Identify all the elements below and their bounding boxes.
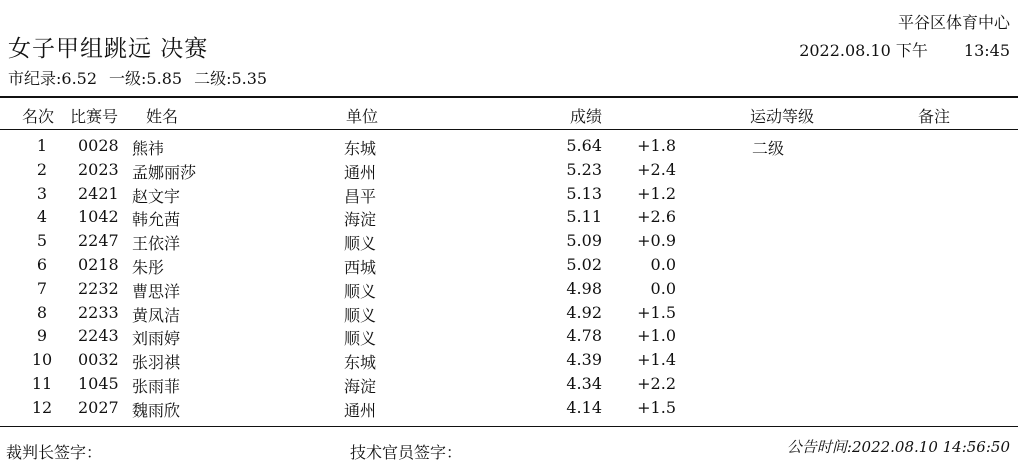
cell-rank: 12 — [31, 397, 53, 417]
table-row — [0, 136, 1018, 160]
cell-wind: +1.2 — [637, 183, 676, 203]
table-row — [0, 207, 1018, 231]
cell-bib: 0028 — [78, 136, 119, 155]
table-row — [0, 326, 1018, 350]
table-row — [0, 255, 1018, 279]
table-bottom-rule — [0, 426, 1018, 427]
cell-wind: +2.6 — [637, 207, 676, 227]
cell-unit: 昌平 — [344, 186, 377, 206]
cell-wind: +1.4 — [637, 350, 676, 370]
cell-unit: 通州 — [344, 162, 377, 182]
cell-unit: 海淀 — [344, 377, 377, 396]
cell-mark: 4.98 — [566, 278, 602, 298]
first-class-standard: 一级:5.85 — [109, 69, 183, 88]
table-row — [0, 279, 1018, 303]
cell-bib: 1045 — [78, 374, 119, 393]
cell-unit: 通州 — [344, 400, 377, 420]
cell-wind: +2.4 — [637, 159, 676, 179]
col-header-mark: 成绩 — [570, 107, 603, 126]
cell-mark: 5.02 — [566, 255, 602, 274]
page-title: 女子甲组跳远 决赛 — [8, 36, 209, 62]
cell-unit: 东城 — [344, 353, 377, 373]
cell-mark: 4.14 — [566, 397, 602, 417]
cell-name: 朱彤 — [132, 258, 165, 277]
venue-name: 平谷区体育中心 — [897, 13, 1010, 32]
cell-name: 张雨菲 — [132, 377, 181, 396]
cell-wind: 0.0 — [650, 278, 676, 298]
cell-rank: 8 — [36, 302, 48, 322]
cell-mark: 4.78 — [566, 326, 602, 346]
cell-mark: 5.11 — [566, 207, 602, 227]
cell-mark: 5.64 — [566, 136, 602, 155]
cell-name: 赵文宇 — [132, 186, 181, 206]
cell-rank: 5 — [36, 231, 48, 251]
table-row — [0, 160, 1018, 184]
cell-name: 孟娜丽莎 — [132, 162, 197, 182]
cell-bib: 2243 — [78, 326, 119, 346]
second-class-standard: 二级:5.35 — [194, 69, 268, 88]
cell-name: 魏雨欣 — [132, 400, 181, 420]
cell-rank: 3 — [36, 183, 48, 203]
table-row — [0, 303, 1018, 327]
table-top-rule — [0, 96, 1018, 98]
cell-bib: 2027 — [78, 397, 119, 417]
cell-name: 王依洋 — [132, 234, 181, 254]
cell-rank: 11 — [31, 374, 53, 393]
cell-rank: 2 — [36, 159, 48, 179]
tech-official-signature: 技术官员签字： — [350, 443, 463, 462]
col-header-rank: 名次 — [22, 107, 55, 126]
cell-wind: 0.0 — [650, 255, 676, 274]
cell-level: 二级 — [752, 139, 785, 158]
cell-rank: 6 — [36, 255, 48, 274]
cell-name: 熊祎 — [132, 139, 165, 158]
table-header-rule — [0, 129, 1018, 130]
cell-unit: 顺义 — [344, 281, 377, 301]
cell-name: 张羽祺 — [132, 353, 181, 373]
cell-wind: +1.5 — [637, 302, 676, 322]
cell-name: 刘雨婷 — [132, 329, 181, 349]
table-row — [0, 231, 1018, 255]
cell-wind: +1.8 — [637, 136, 676, 155]
cell-rank: 7 — [36, 278, 48, 298]
table-row — [0, 184, 1018, 208]
cell-rank: 1 — [36, 136, 48, 155]
table-row — [0, 398, 1018, 422]
event-datetime — [799, 38, 1010, 61]
cell-name: 黄凤洁 — [132, 305, 181, 325]
chief-judge-signature: 裁判长签字： — [6, 443, 103, 462]
cell-mark: 4.34 — [566, 374, 602, 393]
col-header-name: 姓名 — [146, 107, 179, 126]
cell-mark: 4.39 — [566, 350, 602, 370]
cell-mark: 4.92 — [566, 302, 602, 322]
published-time: 公告时间:2022.08.10 14:56:50 — [786, 438, 1010, 456]
col-header-note: 备注 — [918, 107, 951, 126]
cell-bib: 2232 — [78, 278, 119, 298]
cell-rank: 10 — [31, 350, 53, 370]
cell-name: 韩允茜 — [132, 210, 181, 230]
cell-bib: 2421 — [78, 183, 119, 203]
cell-mark: 5.23 — [566, 159, 602, 179]
cell-wind: +1.5 — [637, 397, 676, 417]
cell-wind: +0.9 — [637, 231, 676, 251]
cell-bib: 2023 — [78, 159, 119, 179]
event-time: 13:45 — [963, 41, 1010, 60]
city-record: 市纪录:6.52 — [8, 69, 98, 88]
cell-bib: 1042 — [78, 207, 119, 227]
table-row — [0, 374, 1018, 398]
cell-name: 曹思洋 — [132, 281, 181, 301]
cell-rank: 4 — [36, 207, 48, 227]
cell-bib: 2247 — [78, 231, 119, 251]
cell-wind: +1.0 — [637, 326, 676, 346]
cell-unit: 顺义 — [344, 329, 377, 349]
col-header-level: 运动等级 — [750, 107, 815, 126]
cell-bib: 0032 — [78, 350, 119, 370]
cell-mark: 5.09 — [566, 231, 602, 251]
records-line — [8, 66, 267, 89]
cell-mark: 5.13 — [566, 183, 602, 203]
col-header-unit: 单位 — [346, 107, 379, 126]
cell-bib: 2233 — [78, 302, 119, 322]
col-header-bib: 比赛号 — [70, 107, 119, 126]
event-date: 2022.08.10 下午 — [799, 41, 928, 60]
cell-unit: 顺义 — [344, 234, 377, 254]
cell-rank: 9 — [36, 326, 48, 346]
cell-bib: 0218 — [78, 255, 119, 274]
cell-unit: 西城 — [344, 258, 377, 277]
cell-unit: 东城 — [344, 139, 377, 158]
cell-wind: +2.2 — [637, 374, 676, 393]
table-row — [0, 350, 1018, 374]
cell-unit: 海淀 — [344, 210, 377, 230]
cell-unit: 顺义 — [344, 305, 377, 325]
